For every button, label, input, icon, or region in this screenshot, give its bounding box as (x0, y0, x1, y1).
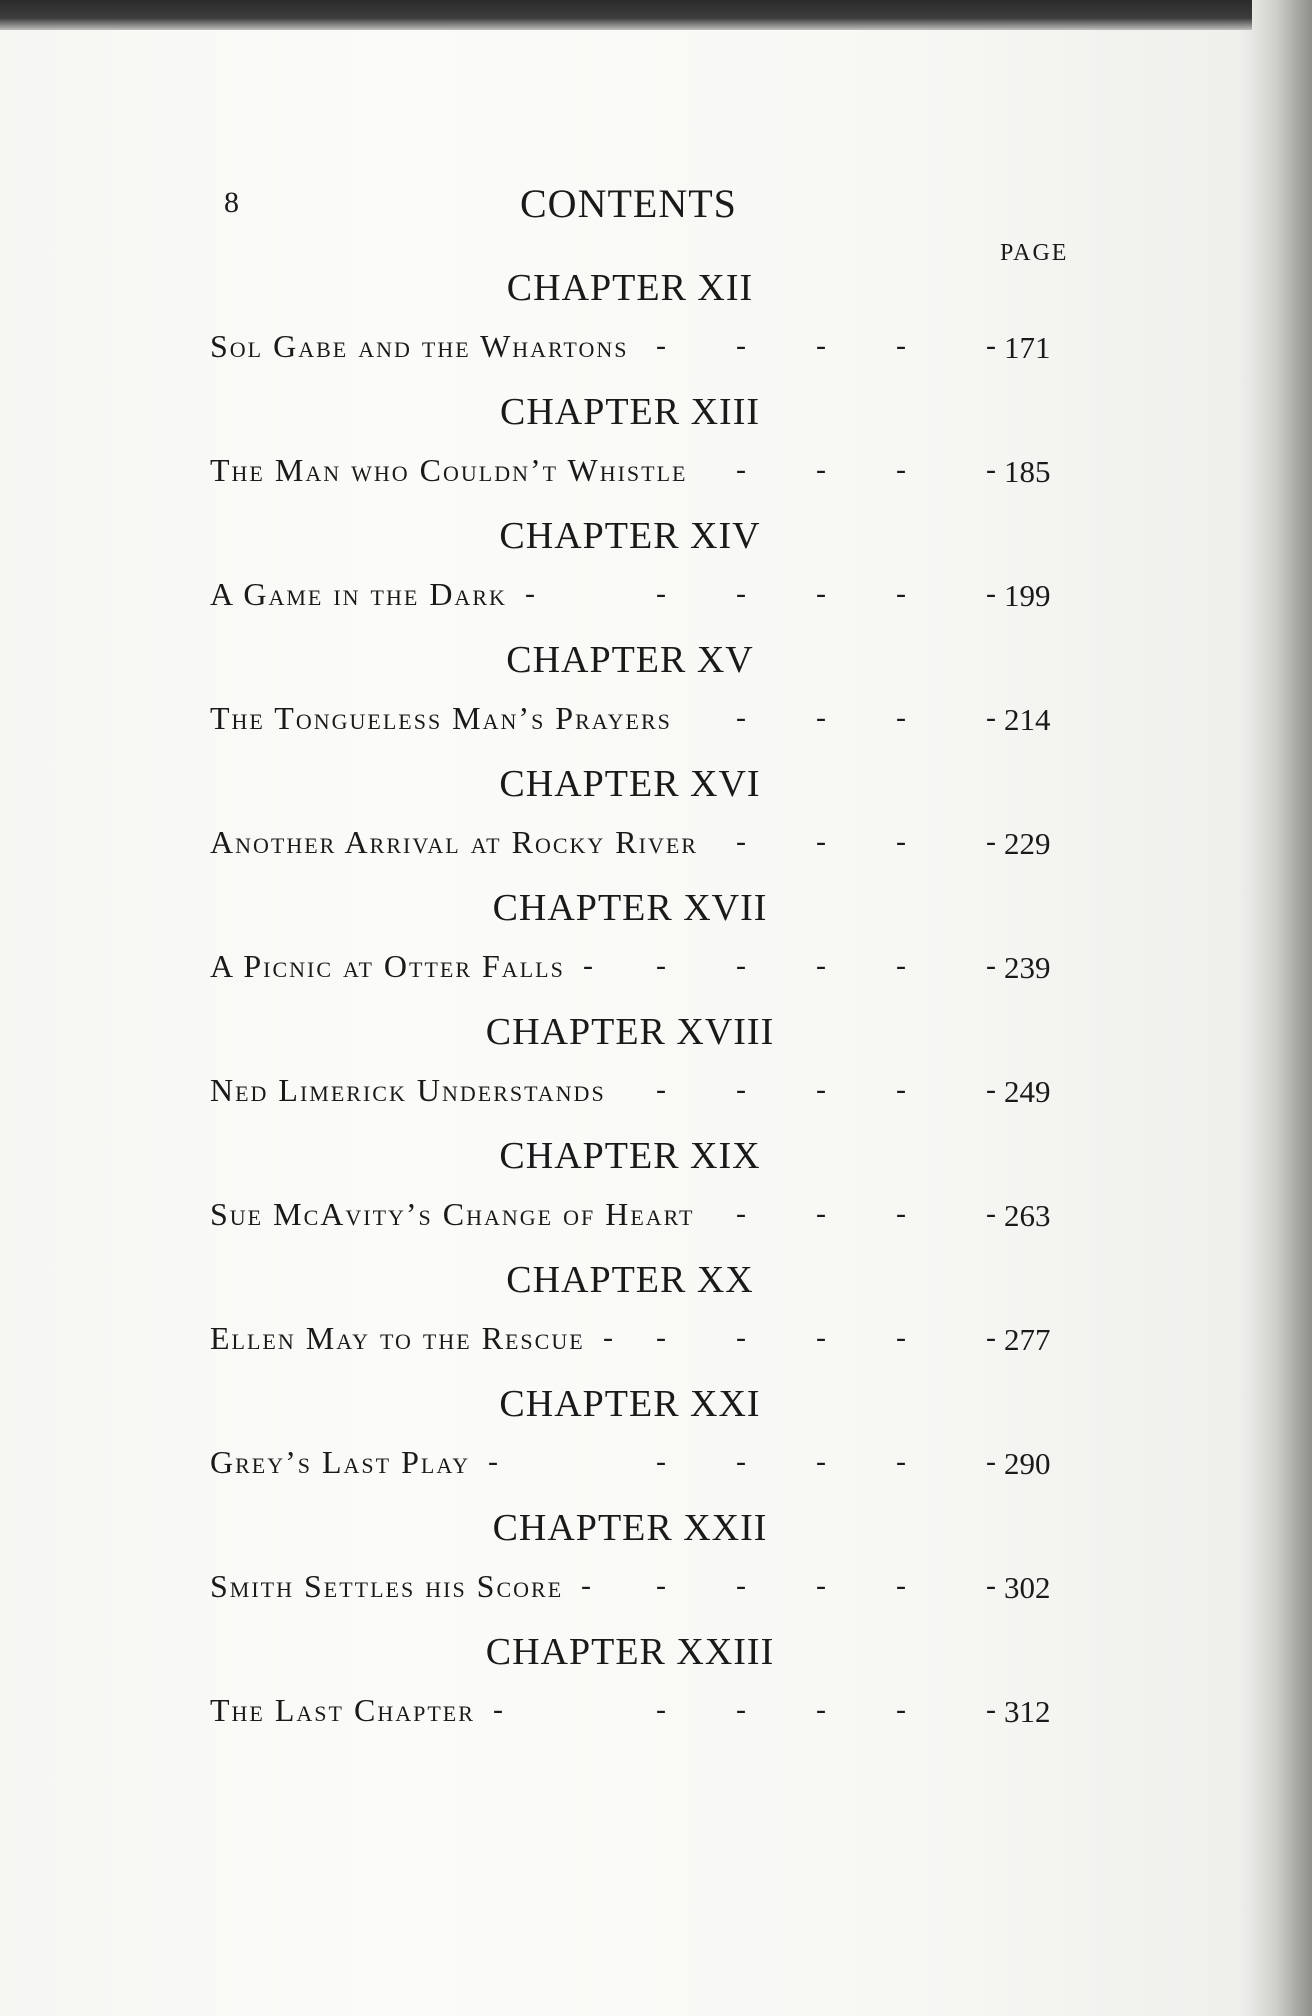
chapter-page-number: 290 (1004, 1446, 1051, 1481)
chapter-heading: CHAPTER XIX (499, 1135, 761, 1177)
leader-dash: - (986, 1445, 996, 1478)
chapter-entry (210, 1626, 1080, 1734)
toc-line (210, 446, 1080, 494)
leader-dash: - (656, 1073, 666, 1106)
leader-dash: - (736, 453, 746, 486)
leader-dash: - (656, 329, 666, 362)
chapter-page-number: 302 (1004, 1570, 1051, 1605)
chapter-entry (210, 1254, 1080, 1362)
leader-dash: - (986, 1073, 996, 1106)
chapter-entry (210, 1006, 1080, 1114)
leader-dash: - (736, 949, 746, 982)
book-right-edge (1252, 0, 1312, 2016)
leader-dash: - (736, 825, 746, 858)
chapter-heading: CHAPTER XIII (499, 391, 761, 433)
leader-dash: - (736, 1073, 746, 1106)
chapter-title: Another Arrival at Rocky River (210, 824, 698, 860)
toc-line (210, 1066, 1080, 1114)
chapter-heading: CHAPTER XII (506, 267, 754, 309)
chapter-page-number: 312 (1004, 1694, 1051, 1729)
toc-line (210, 570, 1080, 618)
leader-dash: - (986, 949, 996, 982)
leader-dash: - (896, 949, 906, 982)
leader-dash: - (986, 329, 996, 362)
chapter-title: The Man who Couldn’t Whistle (210, 452, 688, 488)
toc-line (210, 322, 1080, 370)
toc-line (210, 942, 1080, 990)
leader-dash: - (656, 1321, 666, 1354)
leader-dash: - (896, 701, 906, 734)
leader-dash: - (896, 1197, 906, 1230)
leader-dash: - (816, 1073, 826, 1106)
leader-dash: - (986, 701, 996, 734)
leader-dash: - (603, 1321, 613, 1354)
leader-dash: - (488, 1445, 498, 1478)
leader-dash: - (656, 1693, 666, 1726)
leader-dash: - (986, 1197, 996, 1230)
leader-dash: - (896, 1569, 906, 1602)
leader-dash: - (736, 1569, 746, 1602)
leader-dash: - (816, 825, 826, 858)
leader-dash: - (581, 1569, 591, 1602)
page-column-label: PAGE (1000, 240, 1069, 266)
chapter-title: The Last Chapter (210, 1692, 475, 1728)
toc-line (210, 1190, 1080, 1238)
leader-dash: - (736, 1693, 746, 1726)
chapter-entry (210, 1378, 1080, 1486)
leader-dash: - (656, 577, 666, 610)
chapter-title: The Tongueless Man’s Prayers (210, 700, 672, 736)
book-top-edge (0, 0, 1312, 30)
chapter-heading: CHAPTER XVII (492, 887, 768, 929)
leader-dash: - (816, 1321, 826, 1354)
toc-line (210, 818, 1080, 866)
leader-dash: - (493, 1693, 503, 1726)
toc-line (210, 1314, 1080, 1362)
leader-dash: - (656, 1445, 666, 1478)
leader-dash: - (896, 1073, 906, 1106)
leader-dash: - (896, 329, 906, 362)
leader-dash: - (986, 1693, 996, 1726)
leader-dash: - (896, 577, 906, 610)
leader-dash: - (816, 1445, 826, 1478)
chapter-title: Sol Gabe and the Whartons (210, 328, 629, 364)
leader-dash: - (583, 949, 593, 982)
chapter-heading: CHAPTER XIV (499, 515, 761, 557)
chapter-page-number: 239 (1004, 950, 1051, 985)
chapter-title: Smith Settles his Score (210, 1568, 564, 1604)
leader-dash: - (896, 453, 906, 486)
chapter-title: A Game in the Dark (210, 576, 507, 612)
chapter-heading: CHAPTER XX (506, 1259, 754, 1301)
leader-dash: - (896, 1445, 906, 1478)
leader-dash: - (656, 1569, 666, 1602)
chapter-page-number: 263 (1004, 1198, 1051, 1233)
leader-dash: - (736, 329, 746, 362)
leader-dash: - (656, 949, 666, 982)
chapter-heading: CHAPTER XXI (499, 1383, 761, 1425)
chapter-heading: CHAPTER XXII (492, 1507, 768, 1549)
chapter-page-number: 214 (1004, 702, 1051, 737)
leader-dash: - (816, 329, 826, 362)
toc-line (210, 1562, 1080, 1610)
leader-dash: - (736, 1197, 746, 1230)
leader-dash: - (986, 1321, 996, 1354)
chapter-page-number: 185 (1004, 454, 1051, 489)
leader-dash: - (986, 453, 996, 486)
chapter-entry (210, 1502, 1080, 1610)
chapter-entry (210, 386, 1080, 494)
leader-dash: - (736, 1445, 746, 1478)
chapter-title: Grey’s Last Play (210, 1444, 471, 1480)
leader-dash: - (736, 577, 746, 610)
leader-dash: - (986, 1569, 996, 1602)
chapter-entry (210, 262, 1080, 370)
toc-line (210, 694, 1080, 742)
leader-dash: - (816, 1569, 826, 1602)
leader-dash: - (816, 701, 826, 734)
leader-dash: - (816, 1197, 826, 1230)
chapter-entry (210, 634, 1080, 742)
chapter-title: Sue McAvity’s Change of Heart (210, 1196, 695, 1232)
leader-dash: - (525, 577, 535, 610)
chapter-page-number: 229 (1004, 826, 1051, 861)
page-number: 8 (224, 186, 239, 219)
leader-dash: - (736, 701, 746, 734)
chapter-entry (210, 758, 1080, 866)
leader-dash: - (986, 825, 996, 858)
leader-dash: - (816, 1693, 826, 1726)
running-head: CONTENTS (520, 181, 737, 226)
chapter-entry (210, 882, 1080, 990)
chapter-page-number: 249 (1004, 1074, 1051, 1109)
chapter-page-number: 171 (1004, 330, 1051, 365)
chapter-page-number: 199 (1004, 578, 1051, 613)
chapter-title: Ellen May to the Rescue (210, 1320, 585, 1356)
chapter-heading: CHAPTER XVI (499, 763, 761, 805)
leader-dash: - (896, 1321, 906, 1354)
chapter-title: Ned Limerick Understands (210, 1072, 606, 1108)
chapter-page-number: 277 (1004, 1322, 1051, 1357)
leader-dash: - (896, 825, 906, 858)
chapter-heading: CHAPTER XV (506, 639, 754, 681)
toc-line (210, 1686, 1080, 1734)
leader-dash: - (816, 453, 826, 486)
chapter-entry (210, 510, 1080, 618)
toc-line (210, 1438, 1080, 1486)
leader-dash: - (736, 1321, 746, 1354)
leader-dash: - (986, 577, 996, 610)
chapter-heading: CHAPTER XVIII (485, 1011, 775, 1053)
chapter-entry (210, 1130, 1080, 1238)
chapter-heading: CHAPTER XXIII (485, 1631, 775, 1673)
chapter-title: A Picnic at Otter Falls (210, 948, 565, 984)
leader-dash: - (896, 1693, 906, 1726)
leader-dash: - (816, 949, 826, 982)
leader-dash: - (816, 577, 826, 610)
